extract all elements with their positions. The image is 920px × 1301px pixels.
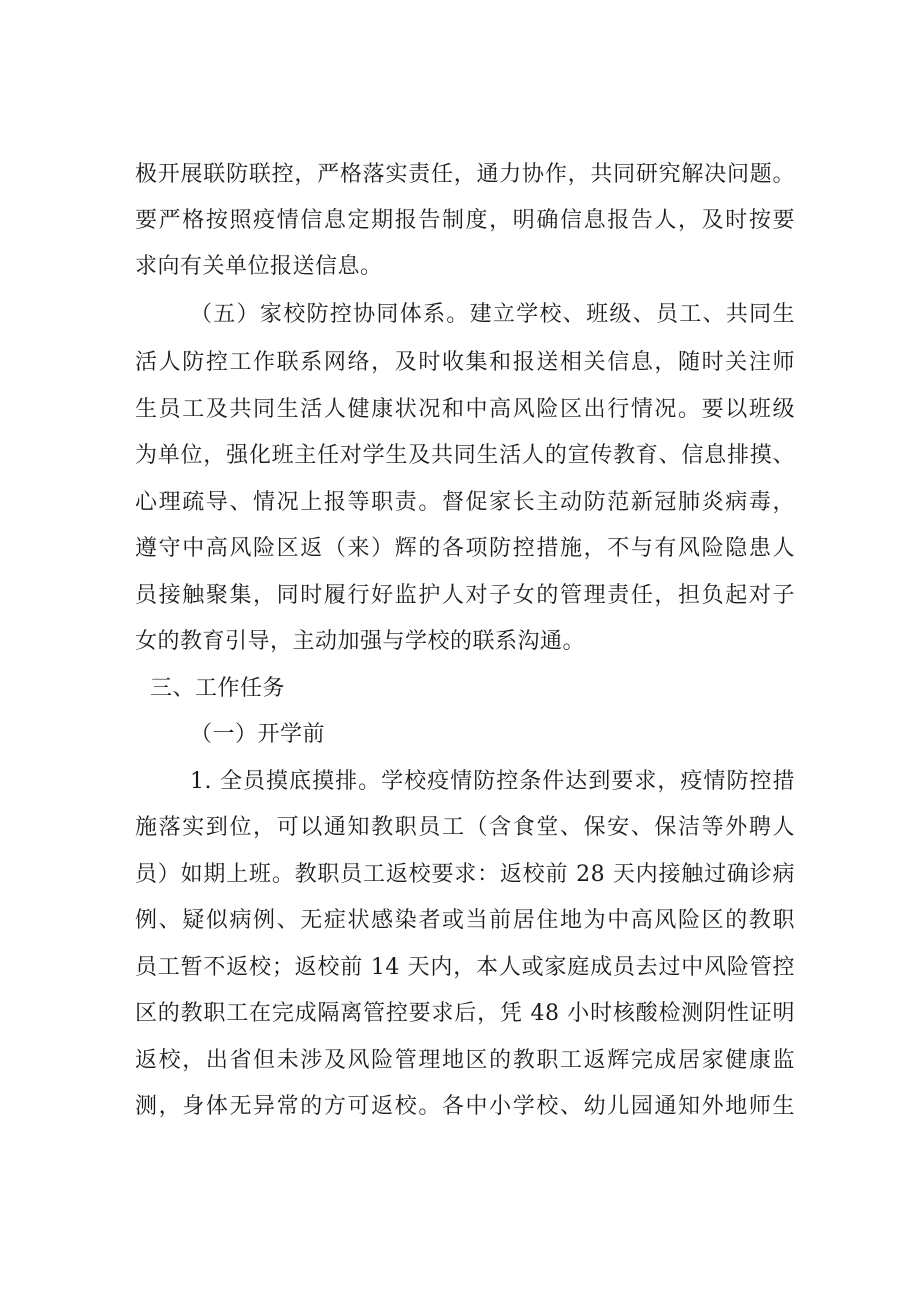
paragraph-line: 员接触聚集，同时履行好监护人对子女的管理责任，担负起对子 — [135, 583, 795, 608]
subsection-heading: （一）开学前 — [190, 722, 326, 747]
paragraph-line: 测，身体无异常的方可返校。各中小学校、幼儿园通知外地师生 — [135, 1094, 795, 1119]
paragraph-line: 活人防控工作联系网络，及时收集和报送相关信息，随时关注师 — [135, 350, 795, 375]
paragraph-line: 女的教育引导，主动加强与学校的联系沟通。 — [135, 629, 586, 654]
section-heading: 三、工作任务 — [150, 676, 286, 701]
paragraph-line: 员）如期上班。教职员工返校要求：返校前 28 天内接触过确诊病 — [135, 862, 795, 887]
paragraph-line: 员工暂不返校；返校前 14 天内，本人或家庭成员去过中风险管控 — [135, 955, 795, 980]
paragraph-line: 心理疏导、情况上报等职责。督促家长主动防范新冠肺炎病毒， — [135, 490, 795, 515]
paragraph-line: 遵守中高风险区返（来）辉的各项防控措施，不与有风险隐患人 — [135, 536, 795, 561]
paragraph-line: 1. 全员摸底摸排。学校疫情防控条件达到要求，疫情防控措 — [190, 769, 795, 794]
paragraph-line: 极开展联防联控，严格落实责任，通力协作，共同研究解决问题。 — [135, 162, 795, 187]
paragraph-line: 例、疑似病例、无症状感染者或当前居住地为中高风险区的教职 — [135, 908, 795, 933]
paragraph-line: 区的教职工在完成隔离管控要求后，凭 48 小时核酸检测阴性证明 — [135, 1001, 795, 1026]
paragraph-line: 求向有关单位报送信息。 — [135, 254, 383, 279]
paragraph-line: 返校，出省但未涉及风险管理地区的教职工返辉完成居家健康监 — [135, 1048, 795, 1073]
paragraph-line: （五）家校防控协同体系。建立学校、班级、员工、共同生 — [190, 302, 795, 327]
paragraph-line: 为单位，强化班主任对学生及共同生活人的宣传教育、信息排摸、 — [135, 443, 795, 468]
paragraph-line: 生员工及共同生活人健康状况和中高风险区出行情况。要以班级 — [135, 397, 795, 422]
paragraph-line: 要严格按照疫情信息定期报告制度，明确信息报告人，及时按要 — [135, 208, 795, 233]
paragraph-line: 施落实到位，可以通知教职员工（含食堂、保安、保洁等外聘人 — [135, 815, 795, 840]
